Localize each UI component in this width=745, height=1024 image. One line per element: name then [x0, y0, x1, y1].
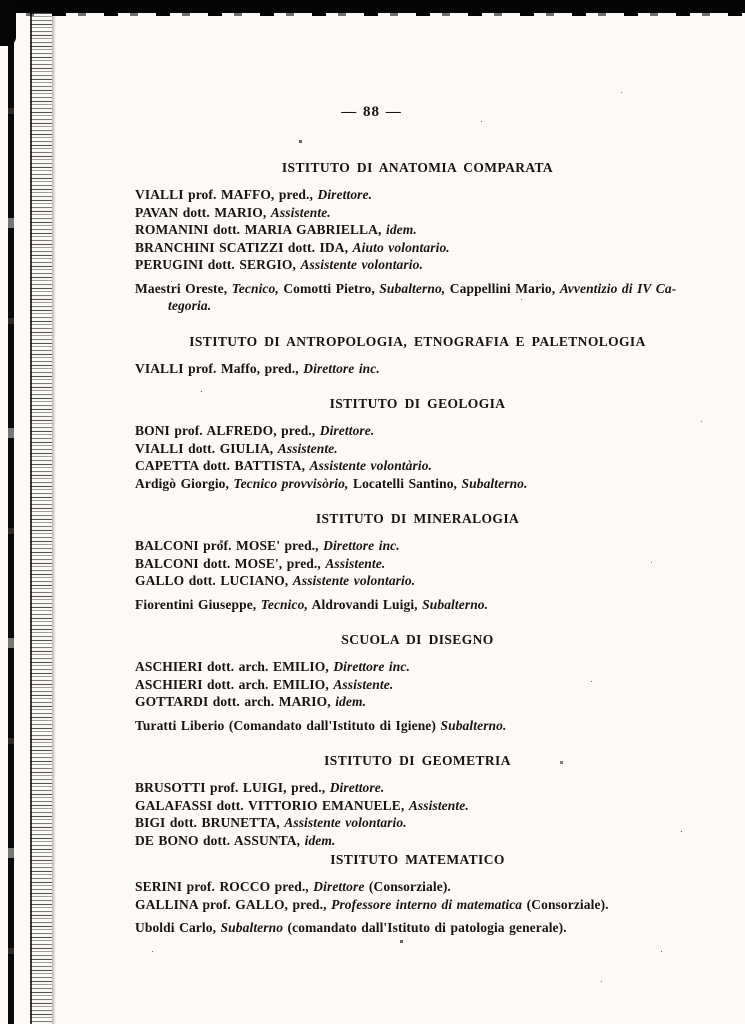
institute-section-2: [135, 333, 700, 378]
text-segment: Direttore inc.: [323, 538, 400, 553]
text-segment: BALCONI dott. MOSE', pred.,: [135, 555, 326, 571]
text-segment: Assistente.: [325, 555, 386, 571]
text-segment: Cappellini Mario,: [445, 280, 560, 296]
institute-section-4: [135, 510, 700, 613]
section-title: ISTITUTO DI ANTROPOLOGIA, ETNOGRAFIA E PALETNOLOGIA: [189, 333, 646, 349]
text-segment: Subalterno.: [461, 475, 528, 491]
staff-entry: [135, 221, 700, 239]
institute-section-3: [135, 395, 700, 492]
text-segment: Tecnico,: [231, 280, 279, 296]
text-segment: Uboldi Carlo,: [135, 920, 221, 935]
staff-entry: [135, 256, 700, 274]
staff-entry: [135, 422, 700, 440]
text-segment: GALAFASSI dott. VITTORIO EMANUELE,: [135, 797, 409, 813]
section-title: SCUOLA DI DISEGNO: [341, 632, 494, 647]
text-segment: Locatelli Santino,: [348, 475, 462, 491]
staff-entry: [135, 186, 700, 204]
text-segment: Direttore.: [317, 187, 373, 202]
text-segment: BIGI dott. BRUNETTA,: [135, 815, 285, 830]
text-segment: BALCONI prof. MOSE' pred.,: [135, 538, 324, 553]
text-segment: VIALLI dott. GIULIA,: [135, 440, 278, 456]
text-segment: PERUGINI dott. SERGIO,: [135, 257, 301, 272]
text-segment: Subalterno: [220, 920, 284, 935]
text-segment: idem.: [385, 222, 417, 237]
text-segment: Maestri Oreste,: [135, 280, 232, 296]
text-segment: (Consorziale).: [364, 879, 451, 894]
staff-entry: [135, 878, 700, 896]
staff-entry: [135, 676, 700, 694]
text-segment: Assistente volontario.: [284, 815, 407, 830]
institute-section-7: [135, 851, 700, 937]
text-segment: (comandato dall'Istituto di patologia generale).: [283, 920, 567, 935]
text-segment: BRANCHINI SCATIZZI dott. IDA,: [135, 239, 353, 255]
staff-entry: [135, 832, 700, 850]
page-content: [135, 0, 700, 937]
staff-entry: [135, 475, 700, 493]
staff-entry: [135, 658, 700, 676]
staff-entry: [135, 572, 700, 590]
text-segment: PAVAN dott. MARIO,: [135, 204, 271, 220]
text-segment: Assistente volontario.: [300, 257, 423, 272]
text-segment: Assistente.: [333, 676, 394, 692]
staff-entry: [135, 360, 700, 378]
text-segment: ROMANINI dott. MARIA GABRIELLA,: [135, 222, 386, 237]
section-title: ISTITUTO DI GEOMETRIA: [324, 753, 511, 768]
staff-entry: [135, 779, 700, 797]
text-segment: Fiorentini Giuseppe,: [135, 596, 261, 612]
staff-entry: [135, 693, 700, 711]
staff-entry: [135, 457, 700, 475]
text-segment: BRUSOTTI prof. LUIGI, pred.,: [135, 780, 330, 795]
text-segment: Assistente.: [277, 440, 338, 456]
text-segment: Assistente volontario.: [292, 573, 416, 588]
section-title: ISTITUTO DI GEOLOGIA: [329, 396, 506, 411]
section-title: ISTITUTO DI MINERALOGIA: [315, 511, 520, 526]
text-segment: idem.: [304, 832, 336, 848]
scan-corner-blob: [0, 0, 16, 46]
text-segment: VIALLI prof. MAFFO, pred.,: [135, 187, 318, 202]
text-segment: Direttore: [313, 879, 365, 894]
text-segment: Avventizio di IV Ca-: [559, 280, 677, 296]
sections: [135, 159, 700, 937]
staff-note: [135, 596, 700, 614]
text-segment: Direttore inc.: [303, 360, 380, 376]
staff-note: [135, 717, 700, 735]
staff-entry: [135, 239, 700, 257]
text-segment: Assistente.: [408, 797, 469, 813]
text-segment: DE BONO dott. ASSUNTA,: [135, 832, 305, 848]
text-segment: ASCHIERI dott. arch. EMILIO,: [135, 659, 334, 674]
text-segment: ASCHIERI dott. arch. EMILIO,: [135, 676, 334, 692]
text-segment: GALLINA prof. GALLO, pred.,: [135, 896, 332, 912]
text-segment: BONI prof. ALFREDO, pred.,: [135, 423, 320, 438]
text-segment: tegoria.: [168, 298, 212, 313]
staff-entry: [135, 537, 700, 555]
text-segment: GALLO dott. LUCIANO,: [135, 573, 293, 588]
institute-section-1: [135, 159, 700, 315]
staff-entry: [135, 797, 700, 815]
text-segment: CAPETTA dott. BATTISTA,: [135, 458, 310, 473]
text-segment: Direttore.: [319, 423, 375, 438]
binding-gutter-texture: [30, 13, 52, 1024]
text-segment: (Consorziale).: [522, 896, 609, 912]
text-segment: Subalterno,: [379, 280, 446, 296]
staff-note: [135, 919, 700, 937]
staff-entry: [135, 814, 700, 832]
page-number: — 88 —: [341, 104, 402, 120]
text-segment: SERINI prof. ROCCO pred.,: [135, 879, 314, 894]
staff-entry: [135, 204, 700, 222]
staff-entry: [135, 896, 700, 914]
institute-section-6: [135, 752, 700, 849]
text-segment: Comotti Pietro,: [278, 280, 380, 296]
text-segment: Aiuto volontario.: [352, 239, 450, 255]
text-segment: Tecnico,: [260, 596, 308, 612]
text-segment: Subalterno.: [440, 717, 507, 733]
text-segment: Aldrovandi Luigi,: [307, 596, 423, 612]
text-segment: Turatti Liberio (Comandato dall'Istituto di Igiene): [135, 717, 441, 733]
staff-entry: [135, 555, 700, 573]
text-segment: GOTTARDI dott. arch. MARIO,: [135, 694, 336, 709]
text-segment: Assistente volontàrio.: [309, 458, 433, 473]
staff-note: [135, 280, 700, 298]
text-segment: Subalterno.: [422, 596, 489, 612]
binding-bar: [8, 18, 14, 1024]
text-segment: Professore interno di matematica: [331, 896, 523, 912]
text-segment: Assistente.: [270, 204, 331, 220]
text-segment: VIALLI prof. Maffo, pred.,: [135, 360, 304, 376]
text-segment: Direttore inc.: [333, 659, 410, 674]
text-segment: Ardigò Giorgio,: [135, 475, 234, 491]
text-segment: idem.: [335, 694, 367, 709]
section-title: ISTITUTO MATEMATICO: [330, 852, 505, 867]
staff-entry: [135, 440, 700, 458]
staff-note: [135, 297, 700, 315]
section-title: ISTITUTO DI ANATOMIA COMPARATA: [281, 160, 554, 175]
institute-section-5: [135, 631, 700, 734]
text-segment: Tecnico provvisòrio,: [233, 475, 349, 491]
text-segment: Direttore.: [329, 780, 385, 795]
